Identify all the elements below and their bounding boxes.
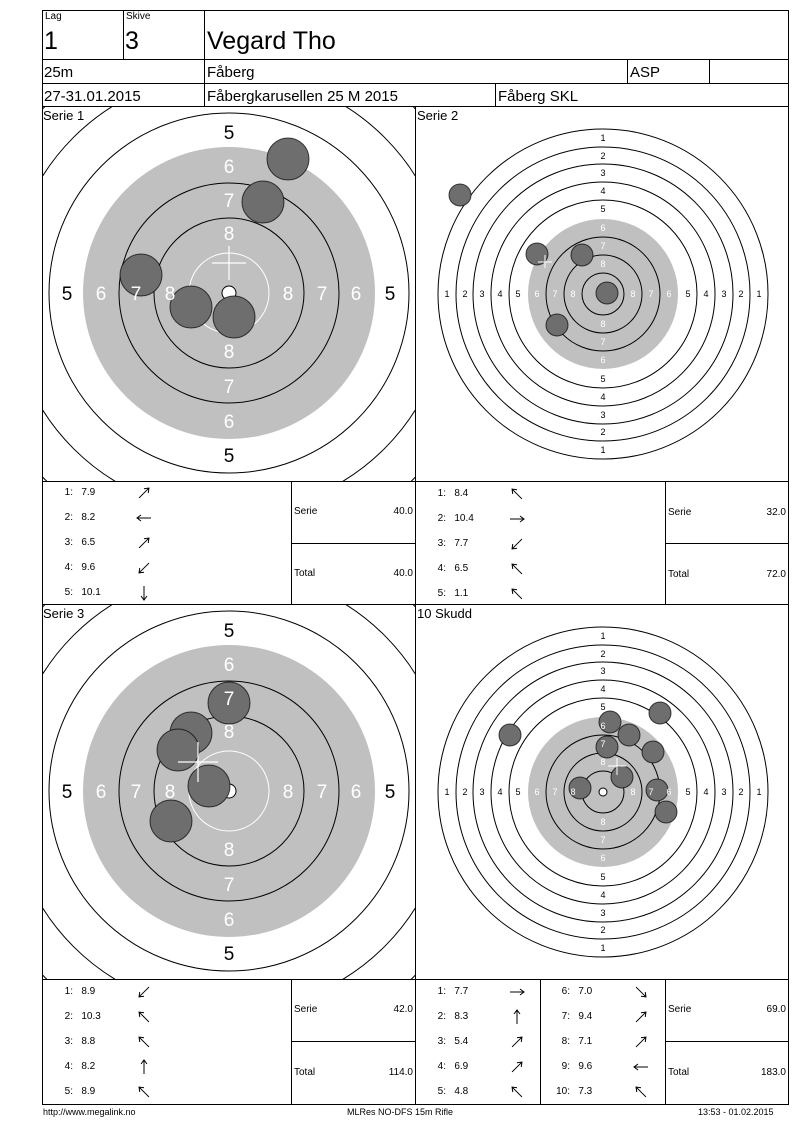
direction-arrow-icon bbox=[508, 1009, 526, 1025]
shot-row: 7: 9.4 bbox=[540, 1011, 592, 1022]
s1-ring-6-bottom: 6 bbox=[223, 412, 235, 433]
lag-value: 1 bbox=[44, 27, 58, 55]
ring-number: 3 bbox=[600, 410, 606, 420]
svg-text:5: 5 bbox=[384, 782, 396, 803]
ring-number: 3 bbox=[721, 787, 727, 797]
s1-ring-5-left: 5 bbox=[61, 284, 73, 305]
direction-arrow-icon bbox=[508, 511, 526, 527]
ring-number: 4 bbox=[600, 684, 606, 694]
ring-number: 6 bbox=[666, 787, 672, 797]
svg-text:7: 7 bbox=[223, 689, 235, 710]
s1-ring-6-left: 6 bbox=[95, 284, 107, 305]
shot-row: 1: 7.9 bbox=[43, 487, 111, 498]
serie1-title: Serie 1 bbox=[43, 108, 85, 123]
ring-number: 3 bbox=[479, 289, 485, 299]
skive-label: Skive bbox=[126, 11, 151, 22]
ring-number: 4 bbox=[497, 787, 503, 797]
svg-text:8: 8 bbox=[164, 782, 176, 803]
ring-number: 5 bbox=[515, 289, 521, 299]
ring-number: 3 bbox=[600, 908, 606, 918]
ring-number: 6 bbox=[666, 289, 672, 299]
serie4-total-label: Total bbox=[668, 1067, 690, 1078]
club: Fåberg bbox=[207, 64, 255, 81]
class: ASP bbox=[630, 64, 661, 81]
svg-text:5: 5 bbox=[223, 621, 235, 642]
direction-arrow-icon bbox=[135, 485, 153, 501]
direction-arrow-icon bbox=[135, 560, 153, 576]
ring-number: 1 bbox=[756, 787, 762, 797]
shot-row: 6: 7.0 bbox=[540, 986, 592, 997]
direction-arrow-icon bbox=[508, 586, 526, 602]
shot-row: 1: 7.7 bbox=[416, 986, 468, 997]
serie2-shot-list bbox=[416, 481, 665, 604]
shot-row: 4: 8.2 bbox=[43, 1061, 111, 1072]
ring-number: 4 bbox=[497, 289, 503, 299]
serie1-serie-value: 40.0 bbox=[393, 506, 413, 517]
serie4-title: 10 Skudd bbox=[417, 606, 472, 621]
s1-ring-5-top: 5 bbox=[223, 123, 235, 144]
ring-number: 2 bbox=[462, 787, 468, 797]
serie2-title: Serie 2 bbox=[417, 108, 459, 123]
ring-number: 6 bbox=[600, 721, 606, 731]
direction-arrow-icon bbox=[135, 1009, 153, 1025]
direction-arrow-icon bbox=[508, 561, 526, 577]
direction-arrow-icon bbox=[508, 1034, 526, 1050]
direction-arrow-icon bbox=[508, 984, 526, 1000]
svg-text:8: 8 bbox=[282, 782, 294, 803]
s1-ring-7-right: 7 bbox=[316, 284, 328, 305]
ring-number: 7 bbox=[648, 289, 654, 299]
s1-ring-8-top: 8 bbox=[223, 224, 235, 245]
ring-number: 1 bbox=[444, 787, 450, 797]
s1-ring-6-right: 6 bbox=[350, 284, 362, 305]
direction-arrow-icon bbox=[135, 1084, 153, 1100]
ring-number: 2 bbox=[462, 289, 468, 299]
serie2-serie-label: Serie bbox=[668, 507, 692, 518]
s1-ring-6-top: 6 bbox=[223, 157, 235, 178]
shot-row: 1: 8.9 bbox=[43, 986, 111, 997]
ring-number: 7 bbox=[600, 337, 606, 347]
ring-number: 4 bbox=[600, 392, 606, 402]
serie4-shot-list bbox=[416, 979, 665, 1104]
shot-row: 2: 8.3 bbox=[416, 1011, 468, 1022]
serie1-target bbox=[43, 107, 416, 481]
ring-number: 8 bbox=[630, 289, 636, 299]
ring-number: 8 bbox=[570, 289, 576, 299]
direction-arrow-icon bbox=[632, 984, 650, 1000]
svg-text:7: 7 bbox=[316, 782, 328, 803]
lag-label: Lag bbox=[45, 11, 62, 22]
ring-number: 6 bbox=[600, 853, 606, 863]
ring-number: 6 bbox=[600, 355, 606, 365]
ring-number: 5 bbox=[515, 787, 521, 797]
ring-number: 5 bbox=[600, 204, 606, 214]
shot-row: 3: 7.7 bbox=[416, 538, 484, 549]
shot-row: 1: 8.4 bbox=[416, 488, 484, 499]
svg-text:6: 6 bbox=[95, 782, 107, 803]
direction-arrow-icon bbox=[632, 1009, 650, 1025]
skive-value: 3 bbox=[125, 27, 139, 55]
serie3-title: Serie 3 bbox=[43, 606, 85, 621]
serie3-total-label: Total bbox=[294, 1067, 316, 1078]
ring-number: 3 bbox=[479, 787, 485, 797]
ring-number: 7 bbox=[552, 787, 558, 797]
serie1-shot-list bbox=[43, 481, 291, 604]
footer-software: MLRes NO-DFS 15m Rifle bbox=[347, 1107, 454, 1117]
event-name: Fåbergkarusellen 25 M 2015 bbox=[207, 88, 398, 105]
ring-number: 6 bbox=[534, 787, 540, 797]
serie2-target bbox=[416, 107, 788, 481]
ring-number: 8 bbox=[600, 757, 606, 767]
direction-arrow-icon bbox=[632, 1059, 650, 1075]
s1-ring-5-bottom: 5 bbox=[223, 446, 235, 467]
svg-text:8: 8 bbox=[223, 840, 235, 861]
ring-number: 2 bbox=[600, 427, 606, 437]
serie2-total-label: Total bbox=[668, 569, 690, 580]
shot-row: 5: 4.8 bbox=[416, 1086, 468, 1097]
ring-number: 7 bbox=[552, 289, 558, 299]
shot-row: 3: 5.4 bbox=[416, 1036, 468, 1047]
ring-number: 1 bbox=[600, 631, 606, 641]
s1-ring-7-top: 7 bbox=[223, 191, 235, 212]
ring-number: 8 bbox=[630, 787, 636, 797]
ring-number: 3 bbox=[721, 289, 727, 299]
shot-row: 4: 9.6 bbox=[43, 562, 111, 573]
ring-number: 1 bbox=[600, 445, 606, 455]
dates: 27-31.01.2015 bbox=[44, 88, 141, 105]
ring-number: 2 bbox=[600, 925, 606, 935]
shot-row: 3: 6.5 bbox=[43, 537, 111, 548]
shooter-name: Vegard Tho bbox=[207, 27, 336, 55]
svg-text:8: 8 bbox=[223, 722, 235, 743]
serie4-total-value: 183.0 bbox=[760, 1067, 786, 1078]
s1-ring-7-left: 7 bbox=[130, 284, 142, 305]
ring-number: 4 bbox=[600, 186, 606, 196]
serie4-serie-value: 69.0 bbox=[766, 1004, 786, 1015]
shot-row: 8: 7.1 bbox=[540, 1036, 592, 1047]
svg-text:6: 6 bbox=[350, 782, 362, 803]
s1-ring-5-right: 5 bbox=[384, 284, 396, 305]
serie1-total-value: 40.0 bbox=[393, 568, 413, 579]
direction-arrow-icon bbox=[508, 1059, 526, 1075]
svg-text:6: 6 bbox=[223, 655, 235, 676]
shot-row: 5: 1.1 bbox=[416, 588, 484, 599]
ring-number: 8 bbox=[600, 817, 606, 827]
organizer: Fåberg SKL bbox=[498, 88, 579, 105]
direction-arrow-icon bbox=[508, 1084, 526, 1100]
ring-number: 7 bbox=[600, 835, 606, 845]
ring-number: 7 bbox=[600, 241, 606, 251]
svg-text:5: 5 bbox=[223, 944, 235, 965]
ring-number: 8 bbox=[600, 319, 606, 329]
ring-number: 6 bbox=[534, 289, 540, 299]
ring-number: 5 bbox=[600, 872, 606, 882]
shot-row: 4: 6.5 bbox=[416, 563, 484, 574]
shot-row: 5: 8.9 bbox=[43, 1086, 111, 1097]
ring-number: 5 bbox=[600, 702, 606, 712]
ring-number: 8 bbox=[570, 787, 576, 797]
direction-arrow-icon bbox=[632, 1084, 650, 1100]
footer-timestamp: 13:53 - 01.02.2015 bbox=[698, 1107, 774, 1117]
direction-arrow-icon bbox=[508, 536, 526, 552]
ring-number: 5 bbox=[685, 787, 691, 797]
ring-number: 4 bbox=[703, 787, 709, 797]
serie4-target bbox=[416, 605, 788, 979]
ring-number: 3 bbox=[600, 168, 606, 178]
shot-row: 4: 6.9 bbox=[416, 1061, 468, 1072]
direction-arrow-icon bbox=[135, 535, 153, 551]
serie2-total-value: 72.0 bbox=[766, 569, 786, 580]
footer-url[interactable]: http://www.megalink.no bbox=[43, 1107, 136, 1117]
shot-row: 3: 8.8 bbox=[43, 1036, 111, 1047]
direction-arrow-icon bbox=[508, 486, 526, 502]
svg-text:6: 6 bbox=[223, 910, 235, 931]
serie1-total-label: Total bbox=[294, 568, 316, 579]
serie1-serie-label: Serie bbox=[294, 506, 318, 517]
ring-number: 3 bbox=[600, 666, 606, 676]
serie3-shot-list bbox=[43, 979, 291, 1104]
serie4-serie-label: Serie bbox=[668, 1004, 692, 1015]
distance: 25m bbox=[44, 64, 74, 81]
direction-arrow-icon bbox=[135, 1059, 153, 1075]
direction-arrow-icon bbox=[135, 984, 153, 1000]
ring-number: 7 bbox=[648, 787, 654, 797]
ring-number: 8 bbox=[600, 259, 606, 269]
shot-row: 2: 10.3 bbox=[43, 1011, 111, 1022]
ring-number: 2 bbox=[738, 787, 744, 797]
svg-text:7: 7 bbox=[130, 782, 142, 803]
s1-ring-8-left: 8 bbox=[164, 284, 176, 305]
shot-row: 5: 10.1 bbox=[43, 587, 111, 598]
ring-number: 5 bbox=[600, 374, 606, 384]
serie2-serie-value: 32.0 bbox=[766, 507, 786, 518]
shot-row: 10: 7.3 bbox=[540, 1086, 592, 1097]
s1-ring-8-right: 8 bbox=[282, 284, 294, 305]
direction-arrow-icon bbox=[135, 1034, 153, 1050]
ring-number: 1 bbox=[444, 289, 450, 299]
ring-number: 1 bbox=[600, 943, 606, 953]
s1-ring-8-bottom: 8 bbox=[223, 342, 235, 363]
serie3-serie-value: 42.0 bbox=[393, 1004, 413, 1015]
svg-text:7: 7 bbox=[223, 875, 235, 896]
shot-row: 2: 10.4 bbox=[416, 513, 484, 524]
serie3-total-value: 114.0 bbox=[388, 1067, 413, 1078]
ring-number: 7 bbox=[600, 739, 606, 749]
ring-number: 6 bbox=[600, 223, 606, 233]
shot-row: 2: 8.2 bbox=[43, 512, 111, 523]
ring-number: 1 bbox=[756, 289, 762, 299]
serie3-target bbox=[43, 605, 416, 979]
direction-arrow-icon bbox=[135, 510, 153, 526]
ring-number: 5 bbox=[685, 289, 691, 299]
shot-row: 9: 9.6 bbox=[540, 1061, 592, 1072]
direction-arrow-icon bbox=[632, 1034, 650, 1050]
ring-number: 2 bbox=[600, 649, 606, 659]
ring-number: 2 bbox=[738, 289, 744, 299]
svg-text:5: 5 bbox=[61, 782, 73, 803]
direction-arrow-icon bbox=[135, 585, 153, 601]
ring-number: 4 bbox=[600, 890, 606, 900]
serie3-serie-label: Serie bbox=[294, 1004, 318, 1015]
s1-ring-7-bottom: 7 bbox=[223, 377, 235, 398]
ring-number: 2 bbox=[600, 151, 606, 161]
ring-number: 1 bbox=[600, 133, 606, 143]
ring-number: 4 bbox=[703, 289, 709, 299]
